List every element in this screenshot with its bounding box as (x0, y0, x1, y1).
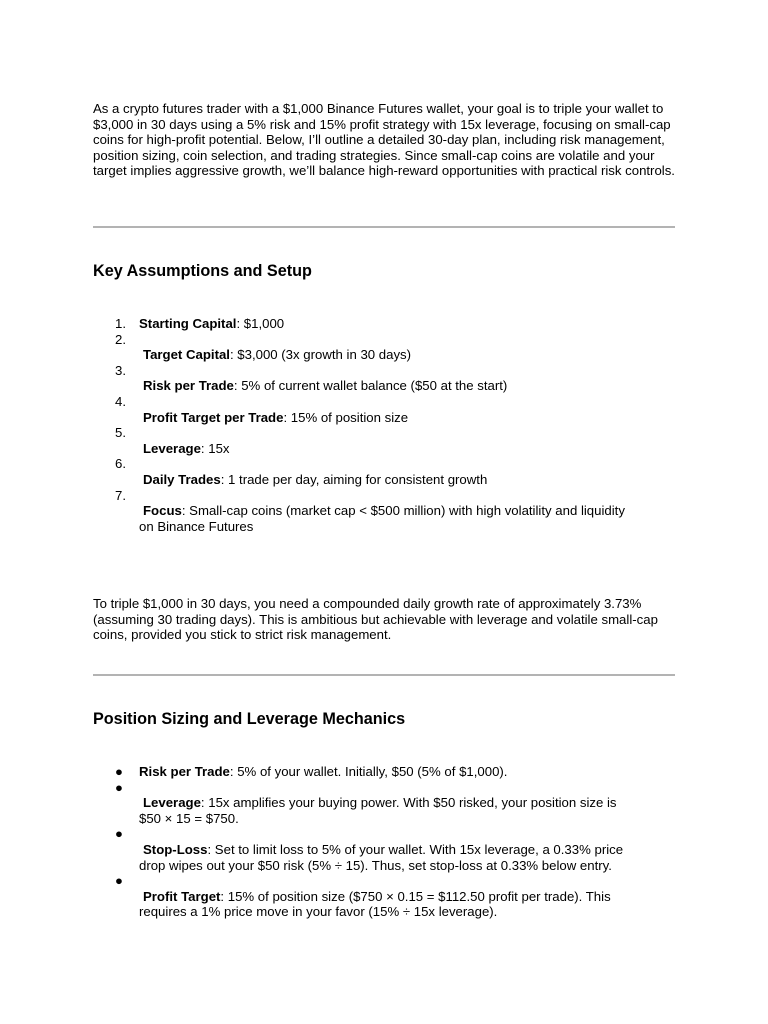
list-item (93, 425, 683, 456)
list-item-text: : 15x amplifies your buying power. With $50 risked, your position size is (200, 795, 617, 811)
list-item-label: Profit Target (143, 888, 221, 904)
growth-paragraph: To triple $1,000 in 30 days, you need a compounded daily growth rate of approximately 3.73% (assuming 30 trading days). This is ambitious but achievable with leverage and volatile small-cap coins, provided you stick to strict risk management. (93, 596, 658, 643)
list-item-label: Leverage (143, 795, 201, 811)
list-item-label: Risk per Trade (143, 378, 234, 394)
list-item (93, 488, 683, 535)
list-item-text: : 1 trade per day, aiming for consistent growth (220, 471, 488, 487)
list-item-label: Stop-Loss (143, 841, 208, 857)
section-heading-key-assumptions: Key Assumptions and Setup (93, 262, 312, 280)
bullet-icon: ● (115, 764, 123, 779)
list-item (93, 764, 683, 780)
list-item-label: Leverage (143, 440, 201, 456)
assumptions-list (93, 316, 683, 534)
list-item-text: : 15% of position size ($750 × 0.15 = $112.50 profit per trade). This (220, 888, 611, 904)
position-sizing-list (93, 764, 683, 920)
section-divider (93, 226, 675, 228)
list-item-continuation: on Binance Futures (139, 518, 254, 534)
list-item (93, 332, 683, 363)
list-item-label: Target Capital (143, 347, 230, 363)
list-number: 1. (115, 316, 126, 331)
list-item (93, 780, 683, 827)
section-divider (93, 674, 675, 676)
list-item-text: : Set to limit loss to 5% of your wallet. With 15x leverage, a 0.33% price (207, 841, 624, 857)
list-number: 5. (115, 425, 126, 441)
list-number: 3. (115, 362, 126, 378)
list-item-continuation: drop wipes out your $50 risk (5% ÷ 15). Thus, set stop-loss at 0.33% below entry. (139, 857, 612, 873)
list-item (93, 873, 683, 920)
list-item-text: : Small-cap coins (market cap < $500 million) with high volatility and liquidity (181, 503, 625, 519)
list-item-continuation: requires a 1% price move in your favor (15% ÷ 15x leverage). (139, 904, 498, 920)
bullet-icon: ● (115, 779, 123, 795)
list-number: 2. (115, 331, 126, 347)
bullet-icon: ● (115, 826, 123, 842)
list-item (93, 826, 683, 873)
list-number: 6. (115, 456, 126, 472)
list-number: 7. (115, 487, 126, 503)
list-item-text: : 5% of your wallet. Initially, $50 (5% of $1,000). (229, 764, 508, 779)
list-item-continuation: $50 × 15 = $750. (139, 810, 239, 826)
list-item-text: : $1,000 (236, 316, 285, 331)
list-item-label: Profit Target per Trade (143, 409, 284, 425)
list-item (93, 316, 683, 332)
list-item-text: : 5% of current wallet balance ($50 at the start) (233, 378, 508, 394)
list-item (93, 394, 683, 425)
list-item-label: Risk per Trade (139, 764, 230, 779)
bullet-icon: ● (115, 873, 123, 889)
list-item (93, 456, 683, 487)
list-item-text: : $3,000 (3x growth in 30 days) (229, 347, 412, 363)
list-number: 4. (115, 393, 126, 409)
list-item-text: : 15% of position size (283, 409, 409, 425)
intro-paragraph: As a crypto futures trader with a $1,000 Binance Futures wallet, your goal is to triple your wallet to $3,000 in 30 days using a 5% risk and 15% profit strategy with 15x leverage, focusing on small-cap coins for high-profit potential. Below, I’ll outline a detailed 30-day plan, including risk management, position sizing, coin selection, and trading strategies. Since small-cap coins are volatile and your target implies aggressive growth, we’ll balance high-reward opportunities with practical risk controls. (93, 101, 675, 179)
list-item (93, 363, 683, 394)
list-item-text: : 15x (200, 440, 230, 456)
list-item-label: Starting Capital (139, 316, 237, 331)
list-item-label: Focus (143, 503, 182, 519)
section-heading-position-sizing: Position Sizing and Leverage Mechanics (93, 710, 406, 728)
list-item-label: Daily Trades (143, 471, 221, 487)
